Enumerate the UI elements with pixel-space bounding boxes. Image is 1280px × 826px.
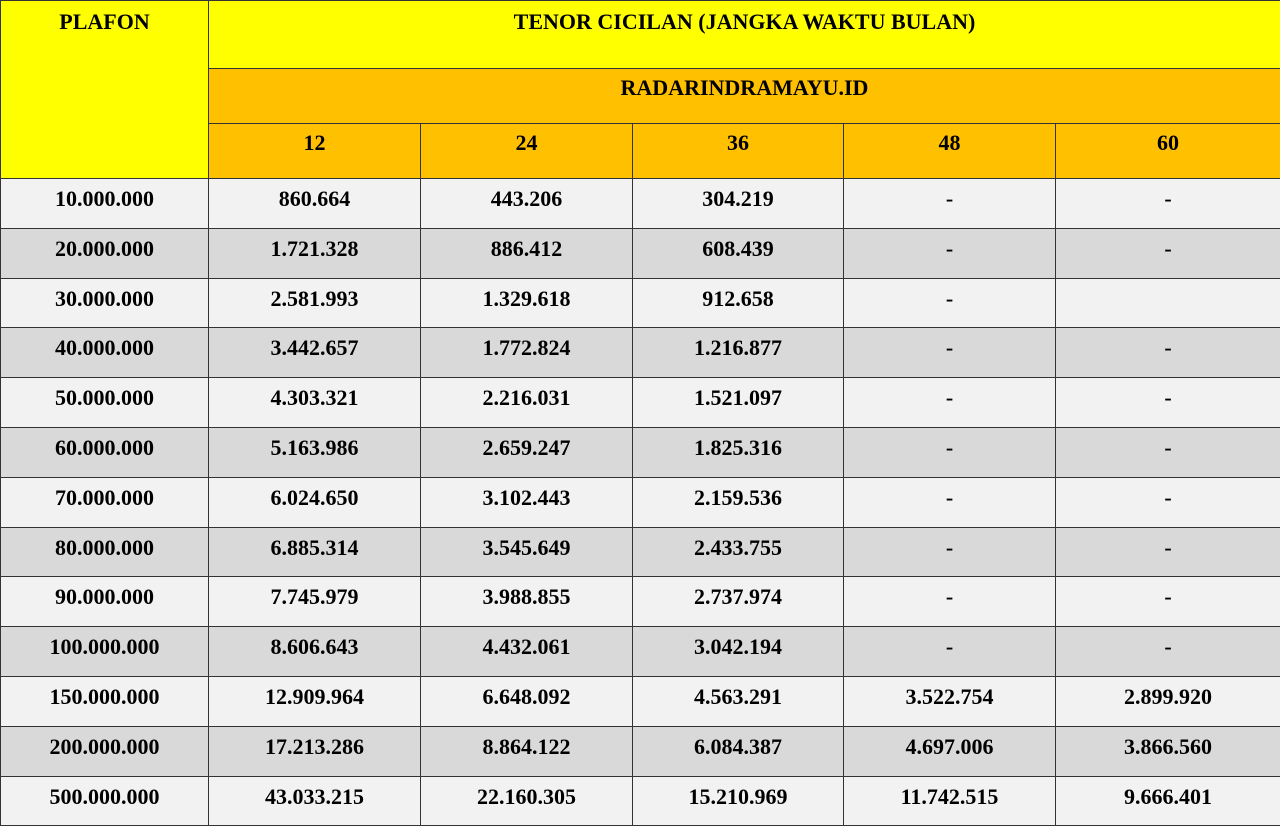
installment-cell: 2.216.031 bbox=[421, 378, 633, 428]
installment-cell: 3.102.443 bbox=[421, 477, 633, 527]
plafon-cell: 30.000.000 bbox=[1, 278, 209, 328]
installment-cell: 15.210.969 bbox=[633, 776, 844, 826]
installment-cell: 6.084.387 bbox=[633, 726, 844, 776]
plafon-cell: 90.000.000 bbox=[1, 577, 209, 627]
installment-cell: 11.742.515 bbox=[844, 776, 1056, 826]
table-row bbox=[1, 726, 1280, 776]
installment-cell: 4.563.291 bbox=[633, 676, 844, 726]
installment-cell: - bbox=[844, 228, 1056, 278]
installment-cell: 1.329.618 bbox=[421, 278, 633, 328]
installment-cell: - bbox=[844, 179, 1056, 229]
installment-cell: 1.721.328 bbox=[209, 228, 421, 278]
installment-cell: 8.864.122 bbox=[421, 726, 633, 776]
installment-cell: 304.219 bbox=[633, 179, 844, 229]
table-row bbox=[1, 527, 1280, 577]
table-row bbox=[1, 427, 1280, 477]
table-row bbox=[1, 776, 1280, 826]
installment-cell: 3.545.649 bbox=[421, 527, 633, 577]
table-row bbox=[1, 328, 1280, 378]
installment-cell: 1.772.824 bbox=[421, 328, 633, 378]
installment-cell: 912.658 bbox=[633, 278, 844, 328]
installment-cell: - bbox=[844, 627, 1056, 677]
installment-cell: 860.664 bbox=[209, 179, 421, 229]
plafon-cell: 50.000.000 bbox=[1, 378, 209, 428]
installment-cell: - bbox=[1056, 627, 1280, 677]
table-row bbox=[1, 627, 1280, 677]
installment-cell: 2.659.247 bbox=[421, 427, 633, 477]
installment-cell: 2.581.993 bbox=[209, 278, 421, 328]
installment-cell bbox=[1056, 278, 1280, 328]
installment-cell: - bbox=[1056, 179, 1280, 229]
tenor-header: 12 bbox=[209, 124, 421, 179]
installment-cell: - bbox=[844, 427, 1056, 477]
installment-cell: 1.825.316 bbox=[633, 427, 844, 477]
installment-cell: 1.521.097 bbox=[633, 378, 844, 428]
plafon-cell: 60.000.000 bbox=[1, 427, 209, 477]
installment-cell: 3.442.657 bbox=[209, 328, 421, 378]
table-row bbox=[1, 378, 1280, 428]
table-row bbox=[1, 577, 1280, 627]
installment-cell: 4.432.061 bbox=[421, 627, 633, 677]
table-row bbox=[1, 228, 1280, 278]
installment-cell: 3.522.754 bbox=[844, 676, 1056, 726]
installment-cell: 2.899.920 bbox=[1056, 676, 1280, 726]
tenor-header: 24 bbox=[421, 124, 633, 179]
plafon-cell: 10.000.000 bbox=[1, 179, 209, 229]
tenor-header: 60 bbox=[1056, 124, 1280, 179]
installment-cell: 1.216.877 bbox=[633, 328, 844, 378]
installment-cell: - bbox=[844, 378, 1056, 428]
plafon-cell: 20.000.000 bbox=[1, 228, 209, 278]
installment-cell: - bbox=[1056, 378, 1280, 428]
installment-cell: 4.697.006 bbox=[844, 726, 1056, 776]
installment-cell: 2.737.974 bbox=[633, 577, 844, 627]
installment-cell: 443.206 bbox=[421, 179, 633, 229]
table-row bbox=[1, 676, 1280, 726]
installment-cell: - bbox=[1056, 427, 1280, 477]
table-body bbox=[1, 179, 1280, 826]
plafon-cell: 100.000.000 bbox=[1, 627, 209, 677]
installment-cell: 43.033.215 bbox=[209, 776, 421, 826]
tenor-header: 36 bbox=[633, 124, 844, 179]
plafon-cell: 500.000.000 bbox=[1, 776, 209, 826]
table-row bbox=[1, 179, 1280, 229]
source-label: RADARINDRAMAYU.ID bbox=[209, 69, 1280, 124]
installment-cell: 6.885.314 bbox=[209, 527, 421, 577]
installment-cell: - bbox=[844, 278, 1056, 328]
installment-cell: - bbox=[1056, 477, 1280, 527]
plafon-header: PLAFON bbox=[1, 1, 209, 179]
installment-cell: 12.909.964 bbox=[209, 676, 421, 726]
table-row bbox=[1, 278, 1280, 328]
plafon-cell: 70.000.000 bbox=[1, 477, 209, 527]
installment-cell: 2.433.755 bbox=[633, 527, 844, 577]
installment-cell: 886.412 bbox=[421, 228, 633, 278]
installment-cell: - bbox=[1056, 527, 1280, 577]
installment-cell: - bbox=[844, 577, 1056, 627]
installment-cell: 2.159.536 bbox=[633, 477, 844, 527]
installment-cell: 22.160.305 bbox=[421, 776, 633, 826]
tenor-header: 48 bbox=[844, 124, 1056, 179]
plafon-cell: 150.000.000 bbox=[1, 676, 209, 726]
plafon-cell: 40.000.000 bbox=[1, 328, 209, 378]
installment-cell: 9.666.401 bbox=[1056, 776, 1280, 826]
installment-cell: 3.866.560 bbox=[1056, 726, 1280, 776]
installment-cell: 6.648.092 bbox=[421, 676, 633, 726]
installment-cell: - bbox=[844, 527, 1056, 577]
installment-cell: - bbox=[1056, 577, 1280, 627]
installment-cell: - bbox=[1056, 228, 1280, 278]
installment-cell: - bbox=[1056, 328, 1280, 378]
table-row bbox=[1, 477, 1280, 527]
installment-cell: - bbox=[844, 477, 1056, 527]
plafon-cell: 80.000.000 bbox=[1, 527, 209, 577]
table-title: TENOR CICILAN (JANGKA WAKTU BULAN) bbox=[209, 1, 1280, 69]
installment-cell: 5.163.986 bbox=[209, 427, 421, 477]
installment-cell: 4.303.321 bbox=[209, 378, 421, 428]
installment-cell: 3.042.194 bbox=[633, 627, 844, 677]
installment-cell: 8.606.643 bbox=[209, 627, 421, 677]
plafon-cell: 200.000.000 bbox=[1, 726, 209, 776]
installment-cell: 3.988.855 bbox=[421, 577, 633, 627]
installment-cell: 17.213.286 bbox=[209, 726, 421, 776]
installment-cell: 7.745.979 bbox=[209, 577, 421, 627]
installment-cell: 608.439 bbox=[633, 228, 844, 278]
installment-cell: - bbox=[844, 328, 1056, 378]
installment-cell: 6.024.650 bbox=[209, 477, 421, 527]
